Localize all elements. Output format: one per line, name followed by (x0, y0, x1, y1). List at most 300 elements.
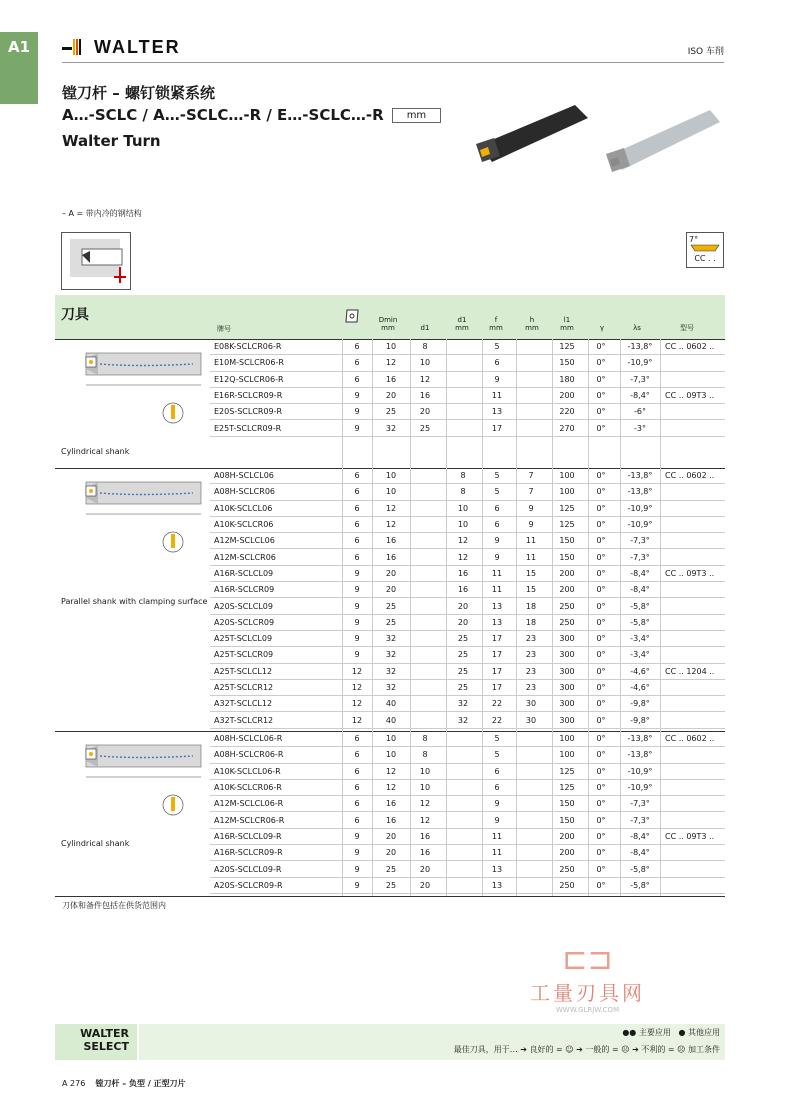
insert-type-cell: CC .. 09T3 .. (665, 568, 715, 578)
value-cell: 20 (385, 831, 397, 841)
value-cell: -10,9° (627, 783, 653, 793)
value-cell: 125 (559, 503, 575, 513)
value-cell: 11 (491, 391, 503, 401)
value-cell: 20 (385, 585, 397, 595)
table-row (210, 501, 725, 517)
table-row (210, 647, 725, 663)
value-cell: 100 (559, 487, 575, 497)
value-cell: 25 (457, 650, 469, 660)
value-cell: 0° (596, 766, 606, 776)
page-number: A 276 (62, 1079, 86, 1088)
designation-cell: A20S-SCLCL09 (214, 601, 273, 611)
designation-cell: E08K-SCLCR06-R (214, 342, 282, 352)
machining-view-icon (61, 232, 131, 290)
value-cell: 200 (559, 568, 575, 578)
value-cell: 0° (596, 342, 606, 352)
insert-reference (686, 232, 724, 268)
value-cell: 20 (419, 407, 431, 417)
value-cell: 11 (491, 848, 503, 858)
designation-cell: A12M-SCLCR06-R (214, 815, 285, 825)
value-cell: 13 (491, 407, 503, 417)
table-row (210, 713, 725, 729)
value-cell: 17 (491, 683, 503, 693)
designation-cell: E20S-SCLCR09-R (214, 407, 283, 417)
value-cell: 12 (385, 520, 397, 530)
table-row (210, 747, 725, 763)
value-cell: 300 (559, 634, 575, 644)
designation-cell: A08H-SCLCR06-R (214, 750, 284, 760)
value-cell: 6 (354, 471, 360, 481)
legend-main: ●● 主要应用 (622, 1028, 671, 1037)
value-cell: 7 (528, 471, 534, 481)
value-cell: 300 (559, 666, 575, 676)
value-cell: 6 (494, 783, 500, 793)
value-cell: 6 (354, 520, 360, 530)
value-cell: 20 (457, 601, 469, 611)
cylindrical-bar-drawing-icon (58, 343, 206, 443)
table-header (55, 295, 725, 339)
value-cell: 11 (491, 585, 503, 595)
value-cell: 6 (494, 766, 500, 776)
value-cell: 5 (494, 487, 500, 497)
value-cell: 13 (491, 617, 503, 627)
value-cell: 6 (354, 799, 360, 809)
value-cell: 9 (354, 880, 360, 890)
value-cell: 32 (385, 683, 397, 693)
designation-cell: A32T-SCLCL12 (214, 699, 273, 709)
cylindrical-bar-drawing-icon (58, 735, 206, 835)
value-cell: 9 (354, 423, 360, 433)
value-cell: 0° (596, 634, 606, 644)
value-cell: 16 (385, 536, 397, 546)
value-cell: -13,8° (627, 342, 653, 352)
table-row (210, 615, 725, 631)
value-cell: 12 (419, 815, 431, 825)
value-cell: 125 (559, 520, 575, 530)
designation-cell: A20S-SCLCL09-R (214, 864, 282, 874)
value-cell: 200 (559, 391, 575, 401)
designation-cell: A16R-SCLCR09 (214, 585, 275, 595)
watermark (530, 942, 645, 1014)
designation-cell: A20S-SCLCR09-R (214, 880, 283, 890)
page-title: 镗刀杆 – 螺钉锁紧系统 (62, 84, 215, 102)
product-code-text: A…-SCLC / A…-SCLC…-R / E…-SCLC…-R (62, 106, 384, 124)
table-row (210, 372, 725, 388)
value-cell: 13 (491, 864, 503, 874)
value-cell: 10 (385, 471, 397, 481)
value-cell: 0° (596, 831, 606, 841)
insert-shape-icon (345, 309, 359, 325)
value-cell: 9 (354, 634, 360, 644)
designation-cell: E16R-SCLCR09-R (214, 391, 283, 401)
value-cell: 25 (457, 683, 469, 693)
value-cell: 200 (559, 585, 575, 595)
table-row (210, 878, 725, 894)
designation-cell: A08H-SCLCL06 (214, 471, 274, 481)
value-cell: 9 (354, 391, 360, 401)
value-cell: -4,6° (630, 666, 650, 676)
value-cell: 12 (351, 666, 363, 676)
value-cell: 30 (525, 715, 537, 725)
table-row (210, 664, 725, 680)
value-cell: 20 (419, 880, 431, 890)
insert-type-cell: CC .. 0602 .. (665, 471, 715, 481)
value-cell: 8 (460, 487, 466, 497)
insert-angle: 7° (689, 235, 699, 244)
value-cell: 250 (559, 864, 575, 874)
table-row (210, 468, 725, 484)
value-cell: 125 (559, 342, 575, 352)
designation-cell: A20S-SCLCR09 (214, 617, 275, 627)
value-cell: 9 (354, 617, 360, 627)
value-cell: 11 (525, 536, 537, 546)
value-cell: 6 (354, 342, 360, 352)
designation-cell: A16R-SCLCR09-R (214, 848, 283, 858)
boring-bar-images (470, 100, 730, 180)
value-cell: 16 (457, 568, 469, 578)
value-cell: 20 (419, 864, 431, 874)
insert-label: CC . . (694, 254, 716, 263)
value-cell: -4,6° (630, 683, 650, 693)
watermark-url: WWW.GLRJW.COM (555, 1006, 620, 1014)
value-cell: 6 (354, 358, 360, 368)
value-cell: 23 (525, 634, 537, 644)
value-cell: 12 (385, 503, 397, 513)
value-cell: 0° (596, 552, 606, 562)
value-cell: 17 (491, 423, 503, 433)
value-cell: 300 (559, 699, 575, 709)
value-cell: 10 (385, 342, 397, 352)
value-cell: -5,8° (630, 880, 650, 890)
value-cell: 150 (559, 815, 575, 825)
value-cell: 25 (457, 666, 469, 676)
designation-cell: A12M-SCLCL06 (214, 536, 275, 546)
value-cell: -5,8° (630, 864, 650, 874)
value-cell: 0° (596, 815, 606, 825)
value-cell: 12 (457, 536, 469, 546)
designation-cell: A10K-SCLCR06-R (214, 783, 282, 793)
value-cell: 23 (525, 650, 537, 660)
value-cell: 20 (385, 848, 397, 858)
value-cell: 0° (596, 699, 606, 709)
value-cell: 25 (385, 864, 397, 874)
value-cell: -6° (634, 407, 646, 417)
category-label: ISO 车削 (687, 47, 724, 57)
designation-cell: A08H-SCLCR06 (214, 487, 275, 497)
table-row (210, 696, 725, 712)
header-rule (62, 62, 724, 63)
value-cell: 100 (559, 471, 575, 481)
value-cell: 9 (354, 650, 360, 660)
value-cell: 6 (354, 552, 360, 562)
legend-other: ● 其他应用 (678, 1028, 720, 1037)
table-row (210, 631, 725, 647)
value-cell: 9 (354, 585, 360, 595)
value-cell: 9 (354, 407, 360, 417)
value-cell: 12 (419, 799, 431, 809)
value-cell: 11 (525, 552, 537, 562)
value-cell: 9 (528, 520, 534, 530)
value-cell: 0° (596, 715, 606, 725)
value-cell: -8,4° (630, 831, 650, 841)
designation-cell: A25T-SCLCR09 (214, 650, 274, 660)
value-cell: 10 (385, 750, 397, 760)
value-cell: 5 (494, 342, 500, 352)
header-lambda: λs (633, 324, 641, 332)
designation-cell: E25T-SCLCR09-R (214, 423, 282, 433)
table-row (210, 861, 725, 877)
watermark-text: 工量刃具网 (530, 981, 645, 1005)
value-cell: 16 (385, 552, 397, 562)
value-cell: 250 (559, 601, 575, 611)
value-cell: -13,8° (627, 487, 653, 497)
value-cell: 17 (491, 666, 503, 676)
value-cell: 13 (491, 880, 503, 890)
value-cell: 10 (419, 358, 431, 368)
table-row (210, 780, 725, 796)
value-cell: -8,4° (630, 391, 650, 401)
page-footer (62, 1078, 186, 1089)
shank-type-label: Cylindrical shank (61, 447, 130, 456)
table-row (210, 404, 725, 420)
value-cell: 12 (419, 374, 431, 384)
value-cell: 6 (354, 487, 360, 497)
value-cell: 8 (460, 471, 466, 481)
value-cell: 0° (596, 650, 606, 660)
value-cell: 6 (354, 374, 360, 384)
value-cell: 12 (385, 766, 397, 776)
value-cell: 6 (354, 750, 360, 760)
value-cell: 8 (422, 734, 428, 744)
value-cell: 0° (596, 423, 606, 433)
value-cell: 16 (385, 374, 397, 384)
designation-cell: A16R-SCLCL09 (214, 568, 274, 578)
value-cell: 9 (494, 374, 500, 384)
table-row (210, 355, 725, 371)
value-cell: 9 (494, 552, 500, 562)
value-cell: 8 (422, 342, 428, 352)
designation-cell: A25T-SCLCL12 (214, 666, 273, 676)
product-line: Walter Turn (62, 132, 161, 150)
value-cell: 20 (385, 391, 397, 401)
parallel-bar-drawing-icon (58, 472, 206, 572)
legend-conditions: 最佳刀具，用于… ➔ 良好的 = ☺ ➔ 一般的 = ☹ ➔ 不利的 = ☹ 加工条件 (453, 1045, 720, 1054)
value-cell: 12 (385, 783, 397, 793)
table-row (210, 566, 725, 582)
value-cell: 6 (354, 815, 360, 825)
value-cell: 200 (559, 848, 575, 858)
value-cell: 6 (354, 503, 360, 513)
table-row (210, 484, 725, 500)
header-gamma: γ (599, 324, 605, 332)
value-cell: 6 (354, 536, 360, 546)
legend-usage (622, 1027, 720, 1038)
value-cell: 0° (596, 666, 606, 676)
shank-type-label: Cylindrical shank (61, 839, 130, 848)
value-cell: 0° (596, 374, 606, 384)
designation-cell: A10K-SCLCR06 (214, 520, 274, 530)
value-cell: 18 (525, 617, 537, 627)
value-cell: 0° (596, 407, 606, 417)
value-cell: 0° (596, 601, 606, 611)
header-l1: l1 mm (560, 316, 574, 332)
value-cell: 12 (351, 683, 363, 693)
table-row (210, 388, 725, 404)
value-cell: 5 (494, 471, 500, 481)
boring-bar-black-image (476, 105, 588, 162)
value-cell: -7,3° (630, 815, 650, 825)
value-cell: 220 (559, 407, 575, 417)
product-codes (62, 106, 441, 124)
value-cell: 6 (354, 734, 360, 744)
value-cell: -10,9° (627, 503, 653, 513)
value-cell: 150 (559, 799, 575, 809)
walter-logo (62, 36, 181, 58)
value-cell: 6 (494, 503, 500, 513)
value-cell: 0° (596, 734, 606, 744)
value-cell: -7,3° (630, 799, 650, 809)
value-cell: 0° (596, 783, 606, 793)
value-cell: 100 (559, 750, 575, 760)
unit-box: mm (392, 108, 441, 123)
value-cell: 9 (528, 503, 534, 513)
section-tab: A1 (0, 32, 38, 104)
value-cell: 32 (385, 650, 397, 660)
logo-mark-icon (62, 39, 90, 55)
value-cell: 32 (457, 715, 469, 725)
value-cell: 10 (385, 734, 397, 744)
value-cell: 7 (528, 487, 534, 497)
table-row (210, 845, 725, 861)
value-cell: 22 (491, 715, 503, 725)
table-end-rule (55, 896, 725, 897)
designation-cell: E12Q-SCLCR06-R (214, 374, 284, 384)
header-d1-mm: d1 mm (455, 316, 469, 332)
header-type: 型号 (680, 324, 694, 332)
value-cell: 0° (596, 391, 606, 401)
value-cell: 9 (354, 864, 360, 874)
value-cell: 32 (457, 699, 469, 709)
value-cell: 10 (419, 766, 431, 776)
value-cell: 15 (525, 568, 537, 578)
value-cell: 10 (457, 503, 469, 513)
insert-type-cell: CC .. 1204 .. (665, 666, 715, 676)
value-cell: 15 (525, 585, 537, 595)
table-row (210, 598, 725, 614)
value-cell: 10 (385, 487, 397, 497)
value-cell: 22 (491, 699, 503, 709)
value-cell: 5 (494, 734, 500, 744)
value-cell: 40 (385, 699, 397, 709)
value-cell: 0° (596, 848, 606, 858)
insert-type-cell: CC .. 09T3 .. (665, 831, 715, 841)
value-cell: 0° (596, 864, 606, 874)
table-row (210, 731, 725, 747)
value-cell: 0° (596, 568, 606, 578)
value-cell: 13 (491, 601, 503, 611)
footnote: 刀体和备件包括在供货范围内 (62, 901, 166, 910)
designation-cell: A32T-SCLCR12 (214, 715, 274, 725)
value-cell: 300 (559, 683, 575, 693)
value-cell: 6 (494, 520, 500, 530)
value-cell: -9,8° (630, 715, 650, 725)
value-cell: -9,8° (630, 699, 650, 709)
value-cell: -10,9° (627, 520, 653, 530)
value-cell: 6 (354, 766, 360, 776)
value-cell: 40 (385, 715, 397, 725)
boring-bar-silver-image (606, 110, 720, 172)
value-cell: 10 (457, 520, 469, 530)
value-cell: 300 (559, 650, 575, 660)
section-label: 刀具 (61, 307, 89, 323)
value-cell: 0° (596, 750, 606, 760)
value-cell: -5,8° (630, 617, 650, 627)
page-footer-title: 镗刀杆 – 负型 / 正型刀片 (95, 1079, 186, 1088)
value-cell: 32 (385, 423, 397, 433)
table-row (210, 550, 725, 566)
value-cell: 20 (385, 568, 397, 578)
value-cell: 16 (419, 391, 431, 401)
header-d1: d1 (420, 324, 430, 332)
value-cell: 0° (596, 799, 606, 809)
value-cell: 9 (354, 568, 360, 578)
value-cell: 12 (457, 552, 469, 562)
value-cell: 23 (525, 666, 537, 676)
value-cell: 0° (596, 471, 606, 481)
value-cell: 9 (494, 815, 500, 825)
value-cell: 9 (354, 601, 360, 611)
value-cell: -7,3° (630, 374, 650, 384)
value-cell: -10,9° (627, 766, 653, 776)
designation-cell: A08H-SCLCL06-R (214, 734, 283, 744)
value-cell: 16 (457, 585, 469, 595)
table-row (210, 533, 725, 549)
designation-cell: A16R-SCLCL09-R (214, 831, 282, 841)
value-cell: 270 (559, 423, 575, 433)
table-row (210, 339, 725, 355)
designation-cell: A12M-SCLCL06-R (214, 799, 284, 809)
value-cell: -8,4° (630, 585, 650, 595)
value-cell: -8,4° (630, 848, 650, 858)
value-cell: 20 (457, 617, 469, 627)
value-cell: 17 (491, 634, 503, 644)
value-cell: 12 (351, 715, 363, 725)
insert-type-cell: CC .. 0602 .. (665, 734, 715, 744)
value-cell: 150 (559, 536, 575, 546)
value-cell: 0° (596, 520, 606, 530)
designation-cell: A25T-SCLCL09 (214, 634, 273, 644)
value-cell: 25 (385, 407, 397, 417)
walter-select-label: WALTER SELECT (55, 1024, 137, 1060)
shank-type-label: Parallel shank with clamping surface (61, 597, 208, 606)
designation-cell: A10K-SCLCL06-R (214, 766, 281, 776)
value-cell: 25 (457, 634, 469, 644)
value-cell: 16 (385, 815, 397, 825)
value-cell: 12 (351, 699, 363, 709)
value-cell: 0° (596, 617, 606, 627)
value-cell: 300 (559, 715, 575, 725)
table-row (210, 517, 725, 533)
value-cell: 250 (559, 617, 575, 627)
watermark-logo-icon: ⊏⊐ (562, 942, 613, 977)
value-cell: 0° (596, 487, 606, 497)
value-cell: 0° (596, 358, 606, 368)
value-cell: 150 (559, 358, 575, 368)
value-cell: 8 (422, 750, 428, 760)
value-cell: -3,4° (630, 634, 650, 644)
value-cell: 0° (596, 503, 606, 513)
value-cell: -3° (634, 423, 646, 433)
